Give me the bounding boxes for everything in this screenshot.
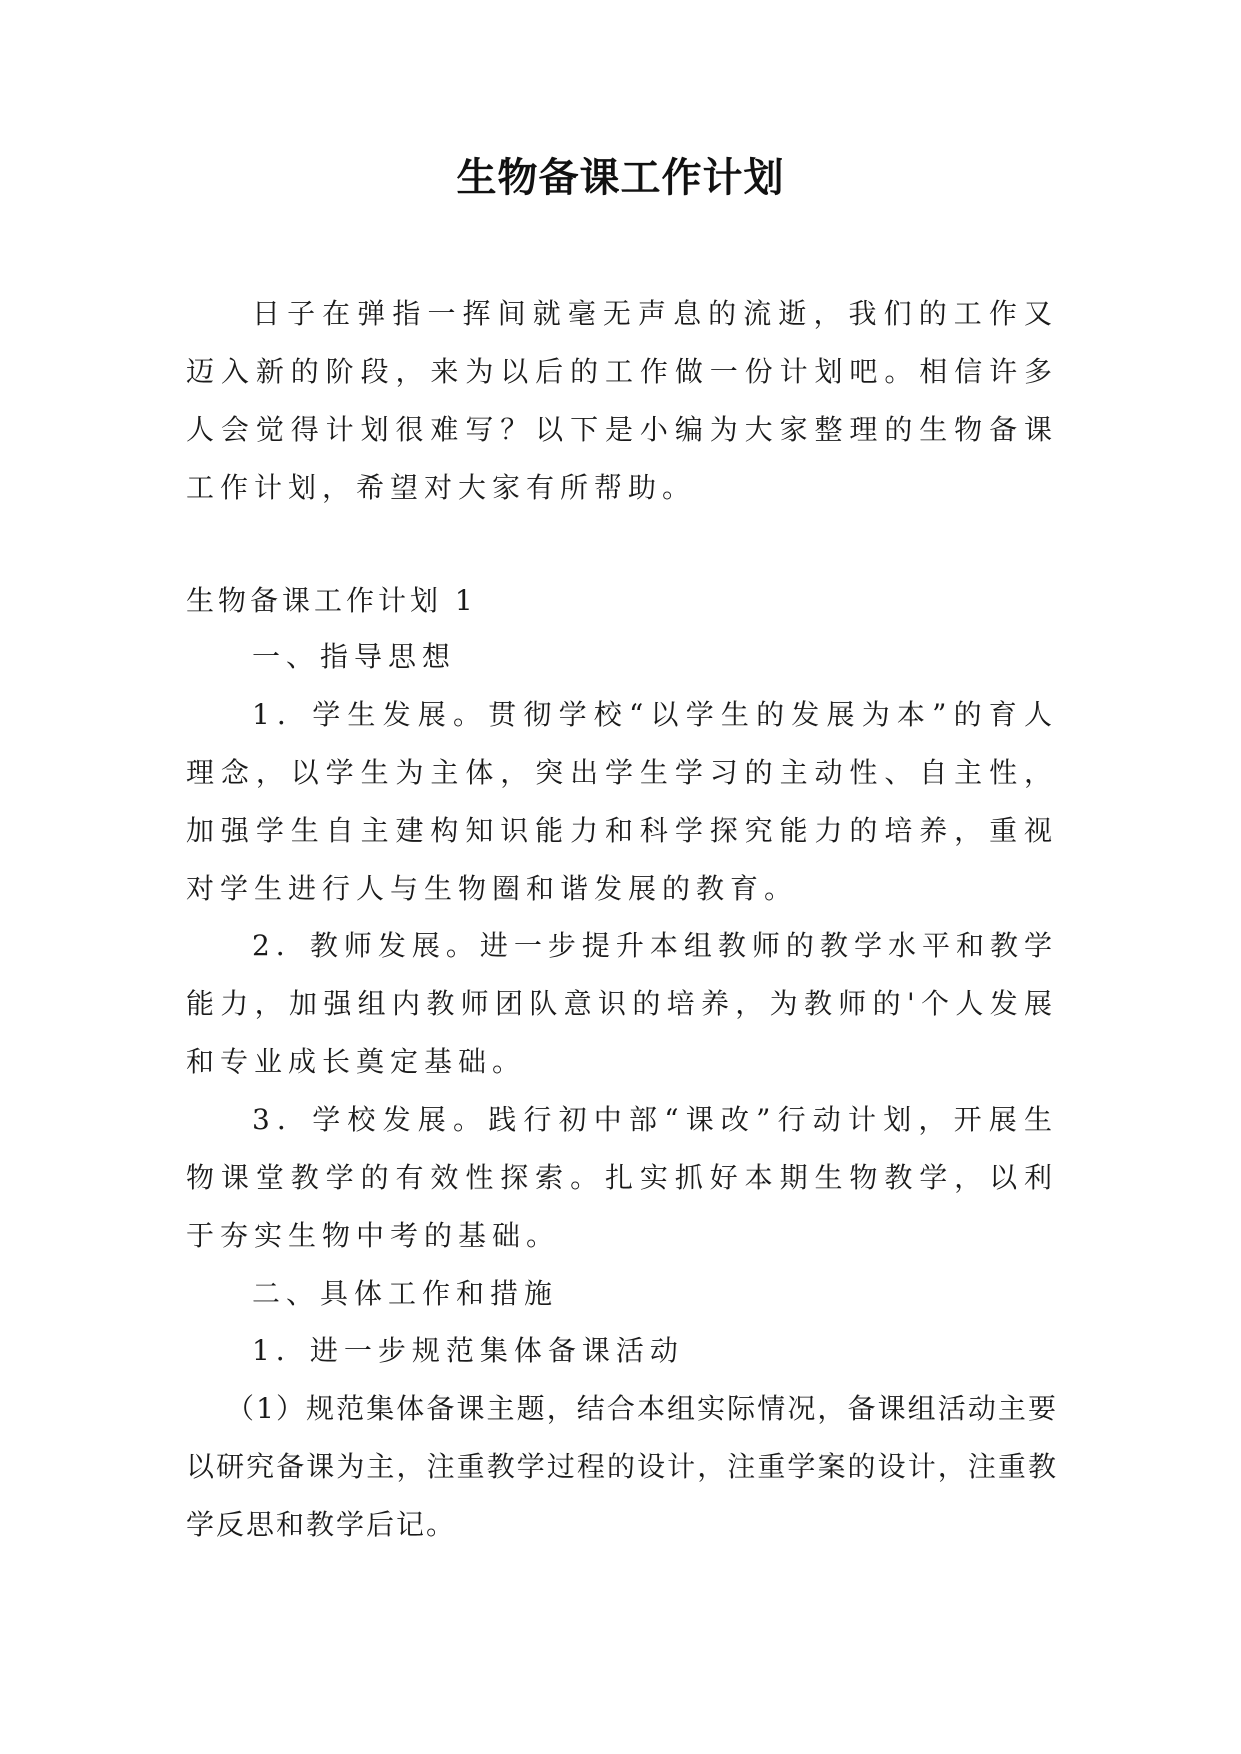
document-title: 生物备课工作计划: [456, 155, 785, 201]
paragraph-lesson-prep-topic: [186, 1380, 1058, 1554]
paragraph-student-development: 1．学生发展。贯彻学校“以学生的发展为本”的育人理念，以学生为主体，突出学生学习的主动性、自主性，加强学生自主建构知识能力和科学探究能力的培养，重视对学生进行人与生物圈和谐发展的教育。: [186, 698, 1058, 905]
heading-guiding-ideology: 一、指导思想: [252, 640, 457, 673]
paragraph-lesson-prep-text: （1）规范集体备课主题，结合本组实际情况，备课组活动主要以研究备课为主，注重教学过程的设计，注重学案的设计，注重教学反思和教学后记。: [186, 1392, 1058, 1541]
section-heading: 生物备课工作计划 1: [186, 584, 477, 617]
intro-paragraph: 日子在弹指一挥间就毫无声息的流逝，我们的工作又迈入新的阶段，来为以后的工作做一份计划吧。相信许多人会觉得计划很难写？以下是小编为大家整理的生物备课工作计划，希望对大家有所帮助。: [186, 297, 1058, 504]
heading-work-measures: 二、具体工作和措施: [252, 1277, 559, 1310]
paragraph-teacher-development: 2．教师发展。进一步提升本组教师的教学水平和教学能力，加强组内教师团队意识的培养，为教师的'个人发展和专业成长奠定基础。: [186, 929, 1058, 1078]
subheading-collective-lesson-prep: 1．进一步规范集体备课活动: [252, 1334, 684, 1367]
paragraph-school-development: 3．学校发展。践行初中部“课改”行动计划，开展生物课堂教学的有效性探索。扎实抓好本期生物教学，以利于夯实生物中考的基础。: [186, 1103, 1058, 1252]
